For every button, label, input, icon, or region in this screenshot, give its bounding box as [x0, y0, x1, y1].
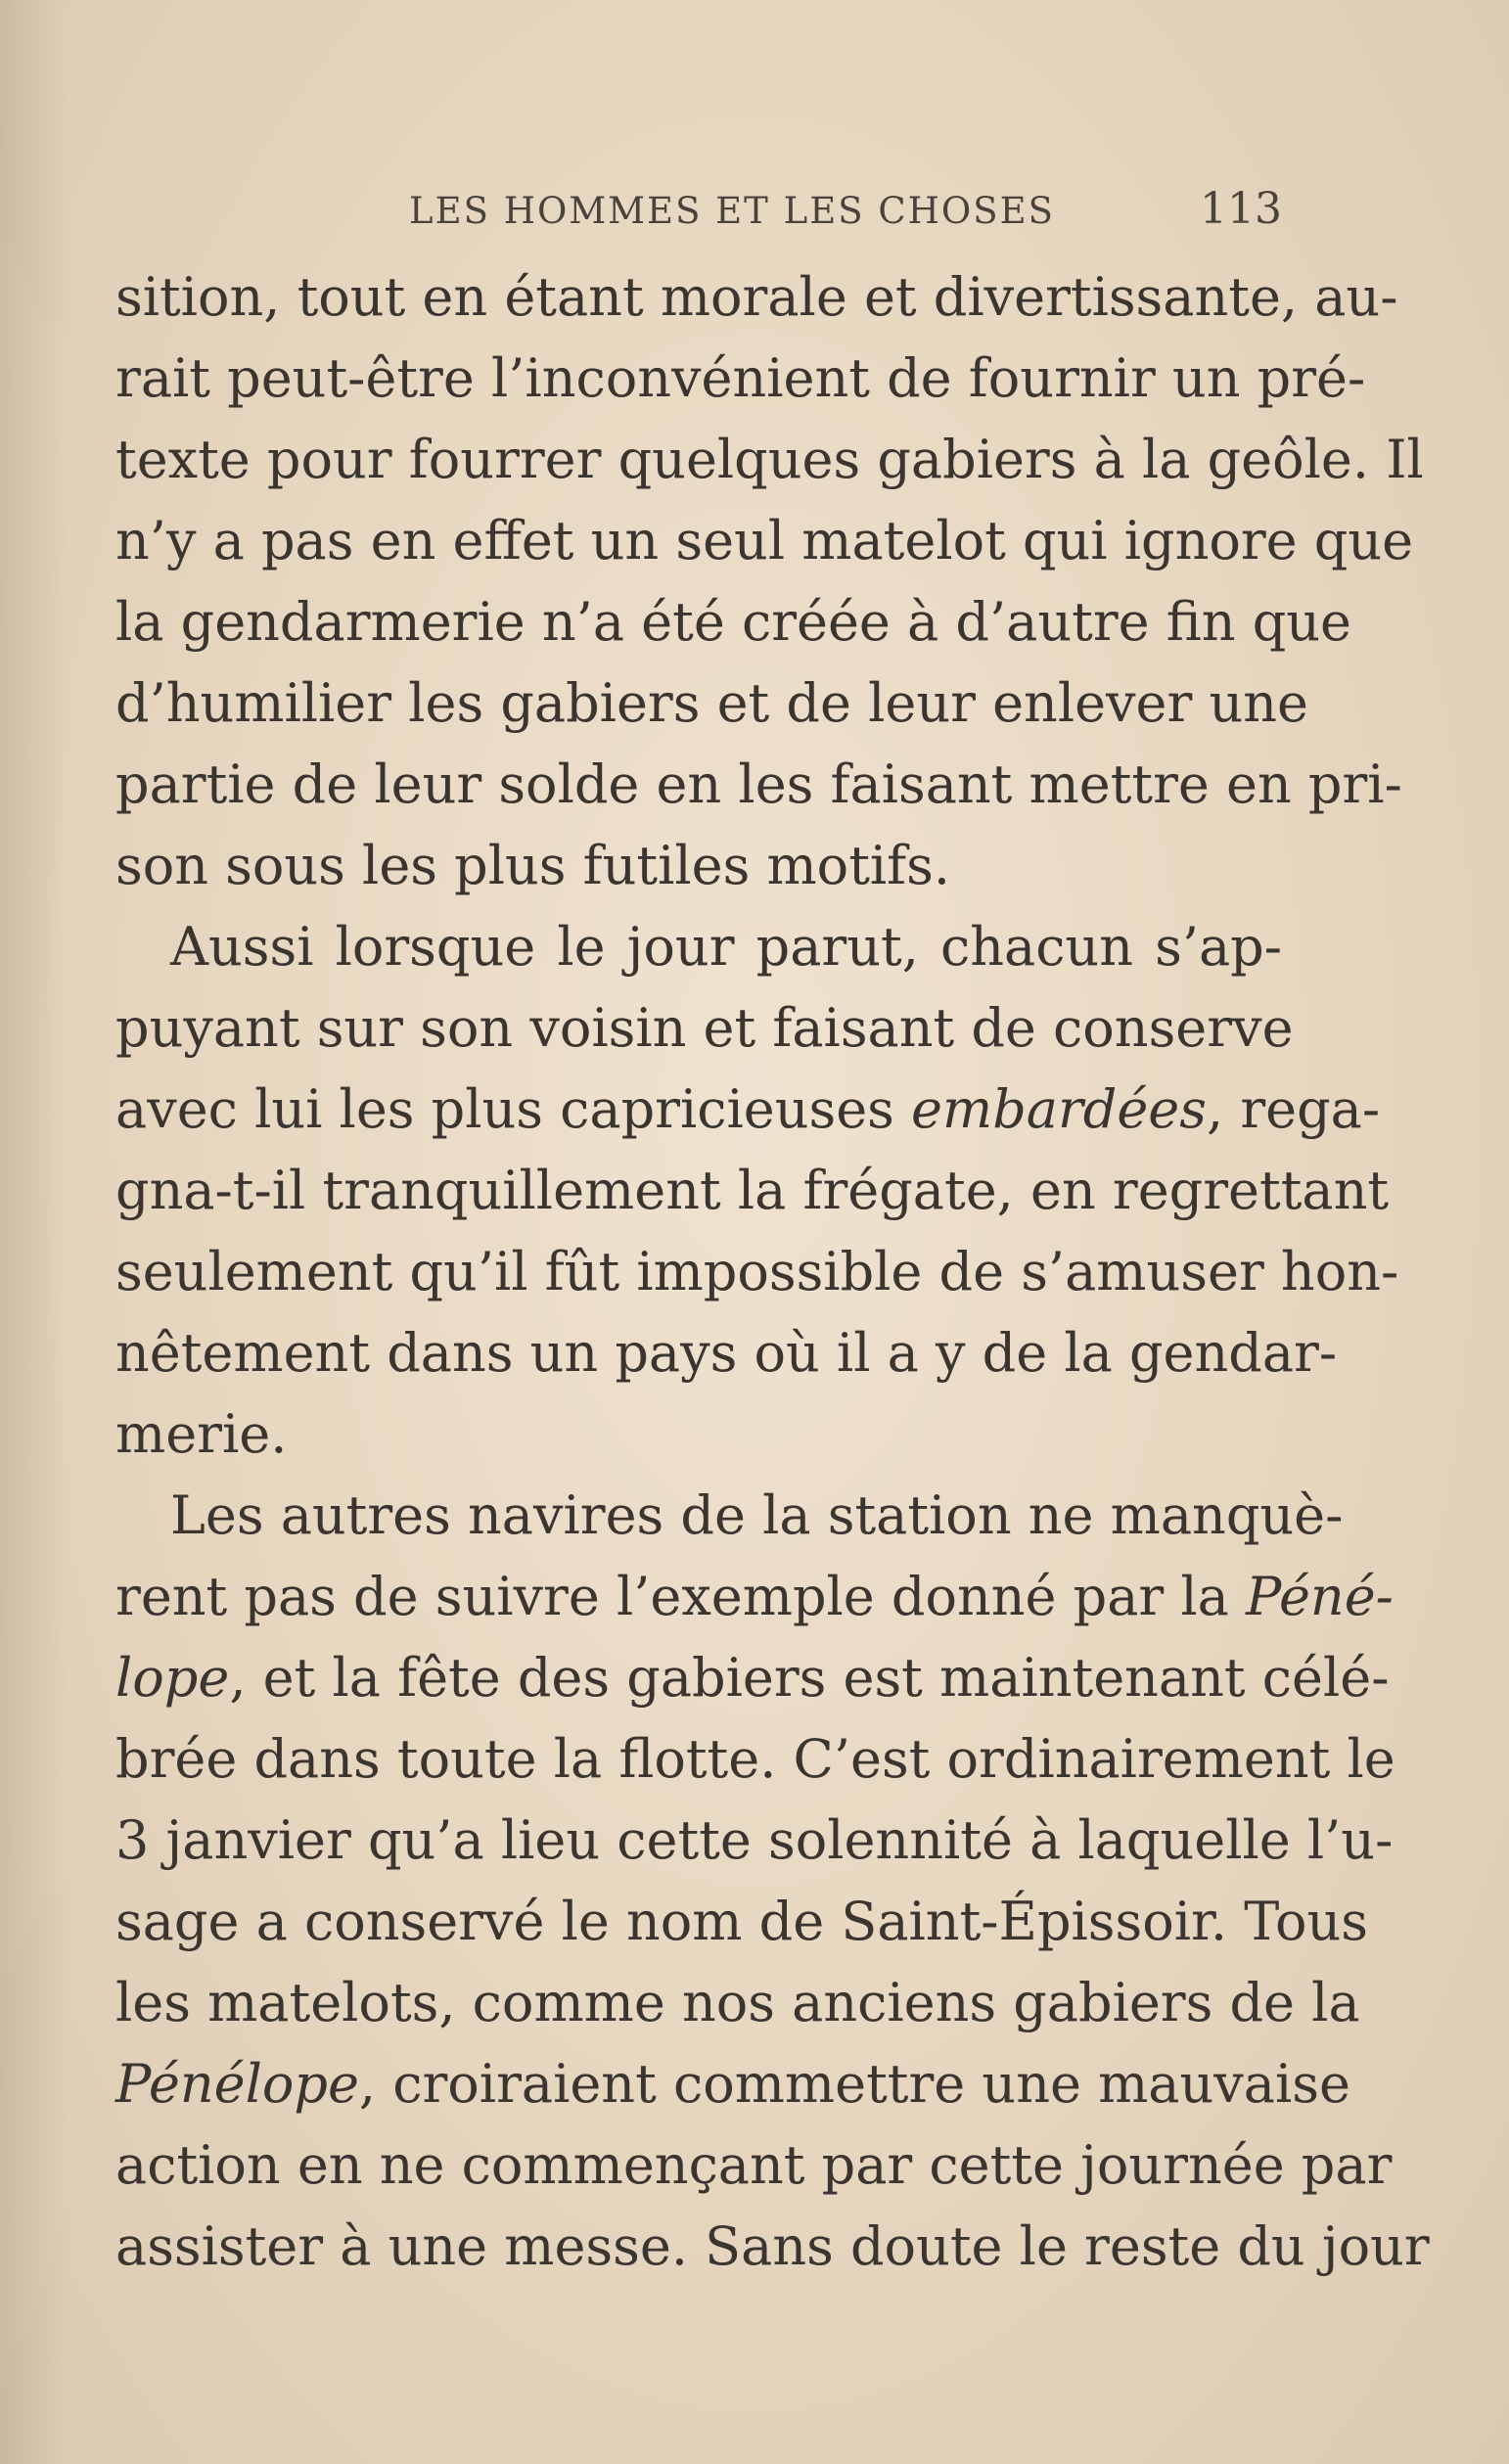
text-line: action en ne commençant par cette journée par: [115, 2134, 1393, 2196]
text-line: brée dans toute la flotte. C’est ordinairement le: [115, 1728, 1395, 1790]
text-line: puyant sur son voisin et faisant de conserve: [115, 997, 1294, 1059]
page-number: 113: [1200, 184, 1282, 234]
text-line: assister à une messe. Sans doute le reste du jour: [115, 2215, 1430, 2277]
text-line: merie.: [115, 1403, 288, 1465]
text-line: sition, tout en étant morale et divertissante, au-: [115, 266, 1398, 328]
text-line: lope, et la fête des gabiers est maintenant célé-: [115, 1647, 1390, 1709]
text-line: Pénélope, croiraient commettre une mauvaise: [115, 2053, 1350, 2115]
text-line: n’y a pas en effet un seul matelot qui ignore que: [115, 510, 1414, 571]
text-line: les matelots, comme nos anciens gabiers de la: [115, 1972, 1360, 2033]
text-line: avec lui les plus capricieuses embardées, rega-: [115, 1078, 1381, 1140]
running-title: LES HOMMES ET LES CHOSES: [409, 190, 1055, 232]
paragraph-start: Les autres navires de la station ne manquè-: [170, 1484, 1344, 1546]
running-head: [115, 184, 1282, 243]
text-line: gna-t-il tranquillement la frégate, en regrettant: [115, 1160, 1390, 1221]
italic-ship-name: Péné-: [1246, 1566, 1394, 1627]
spine-shadow: [0, 0, 69, 2464]
text-line: partie de leur solde en les faisant mettre en pri-: [115, 753, 1402, 815]
text-line: texte pour fourrer quelques gabiers à la geôle. Il: [115, 429, 1424, 490]
text-line: 3 janvier qu’a lieu cette solennité à laquelle l’u-: [115, 1809, 1394, 1871]
italic-ship-name: lope: [115, 1647, 230, 1709]
body-text: [115, 256, 1430, 2287]
italic-ship-name: Pénélope: [115, 2053, 359, 2115]
text-line: son sous les plus futiles motifs.: [115, 835, 951, 896]
text-line: d’humilier les gabiers et de leur enlever une: [115, 672, 1309, 734]
italic-term: embardées: [911, 1078, 1207, 1140]
text-line: nêtement dans un pays où il a y de la gendar-: [115, 1322, 1338, 1384]
text-line: seulement qu’il fût impossible de s’amuser hon-: [115, 1241, 1399, 1302]
text-line: sage a conservé le nom de Saint-Épissoir. Tous: [115, 1891, 1369, 1952]
text-line: rent pas de suivre l’exemple donné par la Péné-: [115, 1566, 1394, 1627]
paragraph-start: Aussi lorsque le jour parut, chacun s’ap-: [170, 916, 1282, 978]
text-line: rait peut-être l’inconvénient de fournir un pré-: [115, 347, 1366, 409]
text-line: la gendarmerie n’a été créée à d’autre fin que: [115, 591, 1352, 653]
